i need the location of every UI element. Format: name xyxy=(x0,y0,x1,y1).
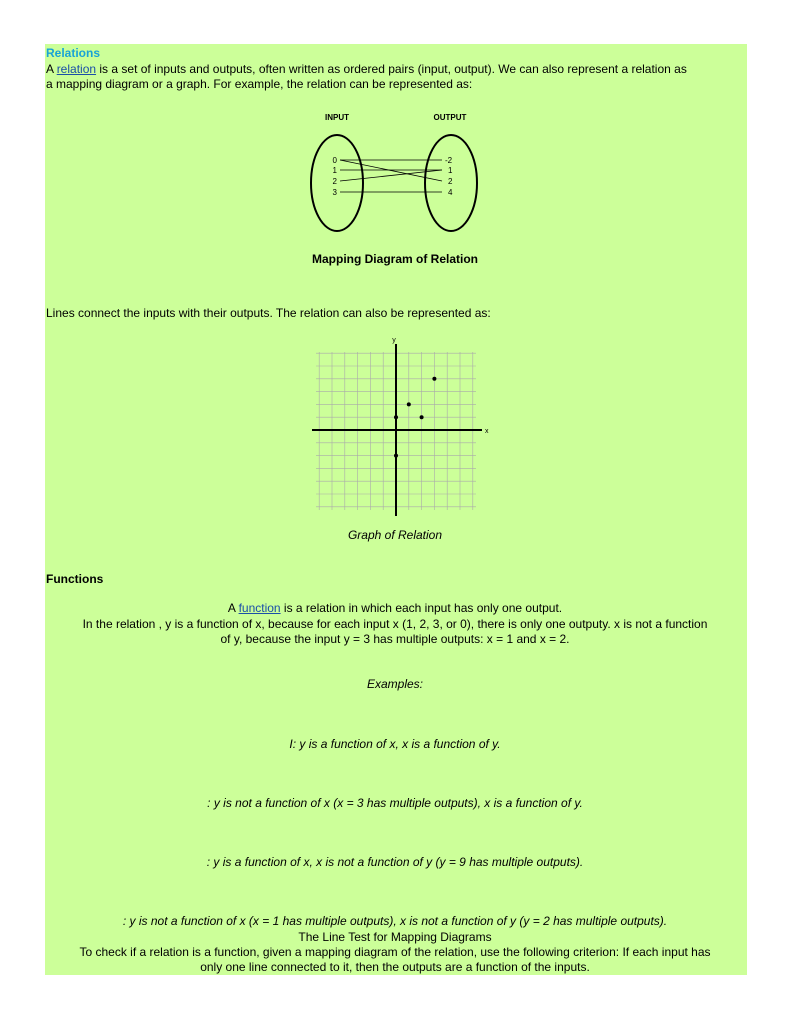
example-1: I: y is a function of x, x is a function of y. xyxy=(289,737,501,751)
output-value: 1 xyxy=(448,166,453,175)
input-value: 3 xyxy=(332,188,337,197)
line-test-text-line1: To check if a relation is a function, given a mapping diagram of the relation, use the following criterion: If each input has xyxy=(79,945,711,959)
def-rest: is a relation in which each input has only one output. xyxy=(280,601,563,615)
intro-rest: is a set of inputs and outputs, often written as ordered pairs (input, output). We can also represent a relation as xyxy=(96,62,687,76)
relation-graph xyxy=(306,332,496,522)
relations-intro-line2: a mapping diagram or a graph. For example, the relation can be represented as: xyxy=(46,77,473,91)
input-value: 0 xyxy=(332,156,337,165)
examples-label: Examples: xyxy=(366,677,424,691)
graph-point xyxy=(432,377,436,381)
mapping-diagram xyxy=(300,108,490,238)
graph-point xyxy=(420,415,424,419)
line-test-heading: The Line Test for Mapping Diagrams xyxy=(298,930,492,944)
functions-heading: Functions xyxy=(46,572,104,586)
function-explanation-line2: of y, because the input y = 3 has multiple outputs: x = 1 and x = 2. xyxy=(220,632,570,646)
graph-intro: Lines connect the inputs with their outputs. The relation can also be represented as: xyxy=(46,306,491,320)
mapping-arrow xyxy=(340,170,442,181)
graph-point xyxy=(394,454,398,458)
x-axis-label: x xyxy=(485,428,489,435)
mapping-caption: Mapping Diagram of Relation xyxy=(311,252,478,266)
output-label: OUTPUT xyxy=(433,113,467,122)
relation-link[interactable]: relation xyxy=(56,62,97,76)
def-prefix: A xyxy=(227,601,239,615)
example-4: : y is not a function of x (x = 1 has multiple outputs), x is not a function of y (y = 2 has multiple outputs). xyxy=(122,914,668,928)
input-value: 2 xyxy=(332,177,337,186)
function-definition xyxy=(46,601,744,616)
relations-heading: Relations xyxy=(46,46,101,60)
example-3: : y is a function of x, x is not a function of y (y = 9 has multiple outputs). xyxy=(206,855,584,869)
line-test-text-line2: only one line connected to it, then the outputs are a function of the inputs. xyxy=(200,960,590,974)
output-value: 4 xyxy=(448,188,453,197)
intro-prefix: A xyxy=(46,62,57,76)
graph-caption: Graph of Relation xyxy=(347,528,443,542)
function-explanation-line1: In the relation , y is a function of x, because for each input x (1, 2, 3, or 0), there is only one outputy. x is not a function xyxy=(82,617,708,631)
y-axis-label: y xyxy=(392,337,396,344)
relations-intro-line1 xyxy=(46,62,687,77)
graph-point xyxy=(407,402,411,406)
graph-point xyxy=(394,415,398,419)
output-value: -2 xyxy=(445,156,453,165)
input-label: INPUT xyxy=(325,113,349,122)
input-ellipse xyxy=(311,135,363,231)
output-value: 2 xyxy=(448,177,453,186)
function-link[interactable]: function xyxy=(238,601,281,615)
input-value: 1 xyxy=(332,166,337,175)
example-2: : y is not a function of x (x = 3 has multiple outputs), x is a function of y. xyxy=(207,796,583,810)
